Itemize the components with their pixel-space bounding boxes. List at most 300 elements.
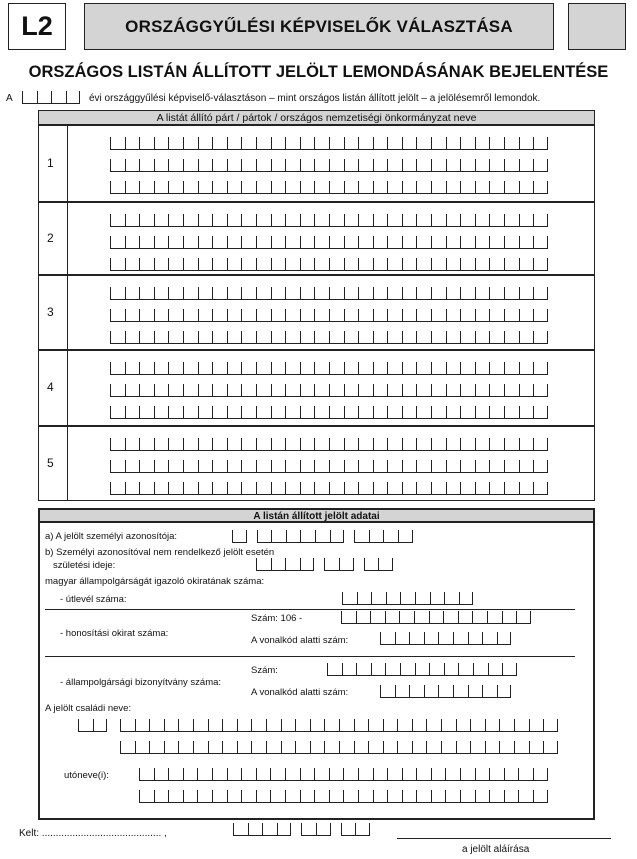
- character-cell[interactable]: [529, 741, 544, 754]
- character-cell[interactable]: [519, 309, 534, 322]
- character-cell[interactable]: [344, 137, 359, 150]
- character-cell[interactable]: [533, 482, 548, 495]
- cert-number-combs[interactable]: [327, 663, 517, 676]
- character-cell[interactable]: [120, 719, 135, 732]
- character-cell[interactable]: [416, 287, 431, 300]
- character-cells[interactable]: [301, 823, 330, 836]
- character-cell[interactable]: [198, 331, 213, 344]
- character-cell[interactable]: [227, 482, 242, 495]
- character-cell[interactable]: [198, 258, 213, 271]
- character-cell[interactable]: [300, 214, 315, 227]
- character-cell[interactable]: [227, 460, 242, 473]
- character-cells[interactable]: [110, 362, 548, 375]
- character-cell[interactable]: [409, 685, 424, 698]
- character-cell[interactable]: [314, 287, 329, 300]
- character-cell[interactable]: [364, 558, 379, 571]
- character-cell[interactable]: [168, 236, 183, 249]
- character-cell[interactable]: [270, 790, 285, 803]
- character-cell[interactable]: [301, 823, 316, 836]
- character-cell[interactable]: [431, 406, 446, 419]
- character-cell[interactable]: [125, 482, 140, 495]
- character-cell[interactable]: [504, 406, 519, 419]
- character-cell[interactable]: [281, 719, 296, 732]
- character-cell[interactable]: [125, 258, 140, 271]
- character-cell[interactable]: [475, 406, 490, 419]
- character-cell[interactable]: [277, 823, 292, 836]
- character-cell[interactable]: [300, 460, 315, 473]
- character-cell[interactable]: [387, 790, 402, 803]
- character-cell[interactable]: [341, 611, 356, 624]
- character-cell[interactable]: [183, 384, 198, 397]
- character-cell[interactable]: [533, 287, 548, 300]
- character-cell[interactable]: [373, 768, 388, 781]
- character-cell[interactable]: [358, 438, 373, 451]
- party-name-comb[interactable]: [110, 181, 548, 194]
- character-cell[interactable]: [387, 287, 402, 300]
- character-cell[interactable]: [37, 91, 52, 104]
- character-cell[interactable]: [227, 790, 242, 803]
- character-cell[interactable]: [344, 236, 359, 249]
- character-cell[interactable]: [373, 181, 388, 194]
- character-cell[interactable]: [458, 611, 473, 624]
- character-cell[interactable]: [431, 768, 446, 781]
- character-cell[interactable]: [504, 438, 519, 451]
- character-cell[interactable]: [314, 309, 329, 322]
- character-cell[interactable]: [475, 258, 490, 271]
- character-cell[interactable]: [460, 384, 475, 397]
- character-cell[interactable]: [241, 482, 256, 495]
- character-cell[interactable]: [314, 768, 329, 781]
- character-cell[interactable]: [402, 159, 417, 172]
- character-cell[interactable]: [149, 719, 164, 732]
- character-cell[interactable]: [543, 741, 558, 754]
- character-cell[interactable]: [373, 406, 388, 419]
- character-cell[interactable]: [110, 287, 125, 300]
- character-cell[interactable]: [489, 384, 504, 397]
- character-cell[interactable]: [271, 214, 286, 227]
- character-cell[interactable]: [125, 309, 140, 322]
- character-cell[interactable]: [358, 258, 373, 271]
- character-cell[interactable]: [183, 287, 198, 300]
- character-cell[interactable]: [183, 331, 198, 344]
- character-cell[interactable]: [383, 741, 398, 754]
- character-cell[interactable]: [533, 159, 548, 172]
- family-name-prefix-comb[interactable]: [78, 719, 107, 732]
- character-cell[interactable]: [354, 530, 369, 543]
- character-cell[interactable]: [489, 137, 504, 150]
- character-cell[interactable]: [378, 558, 393, 571]
- character-cell[interactable]: [110, 384, 125, 397]
- character-cell[interactable]: [488, 663, 503, 676]
- character-cell[interactable]: [460, 309, 475, 322]
- character-cell[interactable]: [489, 181, 504, 194]
- character-cells[interactable]: [110, 384, 548, 397]
- character-cell[interactable]: [387, 384, 402, 397]
- character-cell[interactable]: [286, 530, 301, 543]
- character-cell[interactable]: [110, 214, 125, 227]
- character-cells[interactable]: [110, 482, 548, 495]
- character-cell[interactable]: [285, 406, 300, 419]
- character-cell[interactable]: [198, 287, 213, 300]
- character-cell[interactable]: [358, 482, 373, 495]
- character-cell[interactable]: [227, 287, 242, 300]
- character-cell[interactable]: [78, 719, 93, 732]
- character-cell[interactable]: [164, 719, 179, 732]
- character-cell[interactable]: [300, 438, 315, 451]
- character-cell[interactable]: [237, 741, 252, 754]
- character-cell[interactable]: [329, 287, 344, 300]
- character-cell[interactable]: [368, 719, 383, 732]
- character-cell[interactable]: [300, 482, 315, 495]
- character-cell[interactable]: [212, 460, 227, 473]
- character-cell[interactable]: [154, 258, 169, 271]
- character-cell[interactable]: [271, 309, 286, 322]
- character-cell[interactable]: [475, 438, 490, 451]
- character-cell[interactable]: [373, 438, 388, 451]
- character-cell[interactable]: [504, 309, 519, 322]
- character-cell[interactable]: [402, 362, 417, 375]
- naturalization-number-combs[interactable]: [341, 611, 531, 624]
- character-cell[interactable]: [460, 214, 475, 227]
- character-cell[interactable]: [400, 592, 415, 605]
- character-cell[interactable]: [344, 214, 359, 227]
- character-cell[interactable]: [489, 236, 504, 249]
- character-cell[interactable]: [387, 438, 402, 451]
- character-cell[interactable]: [446, 331, 461, 344]
- character-cell[interactable]: [233, 823, 248, 836]
- character-cell[interactable]: [475, 236, 490, 249]
- character-cell[interactable]: [533, 790, 548, 803]
- character-cell[interactable]: [383, 719, 398, 732]
- passport-combs[interactable]: [342, 592, 473, 605]
- character-cell[interactable]: [168, 214, 183, 227]
- character-cell[interactable]: [183, 482, 198, 495]
- character-cell[interactable]: [125, 384, 140, 397]
- character-cell[interactable]: [241, 362, 256, 375]
- character-cell[interactable]: [154, 159, 169, 172]
- character-cell[interactable]: [154, 406, 169, 419]
- party-name-comb[interactable]: [110, 384, 548, 397]
- character-cell[interactable]: [168, 768, 183, 781]
- character-cell[interactable]: [399, 611, 414, 624]
- character-cell[interactable]: [489, 258, 504, 271]
- character-cell[interactable]: [125, 460, 140, 473]
- character-cell[interactable]: [344, 482, 359, 495]
- character-cell[interactable]: [139, 137, 154, 150]
- character-cell[interactable]: [489, 438, 504, 451]
- character-cell[interactable]: [519, 214, 534, 227]
- character-cell[interactable]: [110, 406, 125, 419]
- character-cell[interactable]: [314, 181, 329, 194]
- character-cell[interactable]: [460, 362, 475, 375]
- character-cell[interactable]: [316, 823, 331, 836]
- character-cell[interactable]: [168, 287, 183, 300]
- character-cell[interactable]: [339, 719, 354, 732]
- character-cell[interactable]: [519, 236, 534, 249]
- character-cell[interactable]: [438, 685, 453, 698]
- character-cells[interactable]: [110, 331, 548, 344]
- character-cell[interactable]: [271, 362, 286, 375]
- character-cell[interactable]: [444, 592, 459, 605]
- character-cell[interactable]: [460, 181, 475, 194]
- character-cell[interactable]: [314, 258, 329, 271]
- character-cell[interactable]: [241, 214, 256, 227]
- character-cell[interactable]: [446, 181, 461, 194]
- character-cell[interactable]: [504, 236, 519, 249]
- character-cell[interactable]: [354, 741, 369, 754]
- character-cell[interactable]: [504, 331, 519, 344]
- character-cell[interactable]: [438, 632, 453, 645]
- character-cell[interactable]: [473, 663, 488, 676]
- character-cells[interactable]: [341, 823, 370, 836]
- character-cell[interactable]: [300, 790, 315, 803]
- character-cell[interactable]: [154, 460, 169, 473]
- character-cell[interactable]: [426, 719, 441, 732]
- character-cell[interactable]: [183, 438, 198, 451]
- naturalization-barcode-combs[interactable]: [380, 632, 511, 645]
- character-cell[interactable]: [300, 137, 315, 150]
- character-cell[interactable]: [193, 719, 208, 732]
- character-cell[interactable]: [183, 768, 198, 781]
- character-cell[interactable]: [271, 530, 286, 543]
- character-cell[interactable]: [446, 258, 461, 271]
- character-cell[interactable]: [110, 438, 125, 451]
- character-cell[interactable]: [262, 823, 277, 836]
- character-cell[interactable]: [310, 741, 325, 754]
- character-cell[interactable]: [387, 482, 402, 495]
- character-cell[interactable]: [504, 287, 519, 300]
- character-cell[interactable]: [424, 685, 439, 698]
- character-cell[interactable]: [271, 482, 286, 495]
- character-cell[interactable]: [212, 287, 227, 300]
- party-name-comb[interactable]: [110, 406, 548, 419]
- character-cell[interactable]: [329, 159, 344, 172]
- character-cell[interactable]: [197, 768, 212, 781]
- character-cell[interactable]: [168, 406, 183, 419]
- character-cell[interactable]: [237, 719, 252, 732]
- character-cell[interactable]: [285, 558, 300, 571]
- character-cell[interactable]: [431, 482, 446, 495]
- character-cell[interactable]: [168, 482, 183, 495]
- party-name-comb[interactable]: [110, 460, 548, 473]
- character-cell[interactable]: [241, 406, 256, 419]
- character-cell[interactable]: [446, 236, 461, 249]
- character-cell[interactable]: [183, 258, 198, 271]
- character-cell[interactable]: [504, 790, 519, 803]
- character-cell[interactable]: [257, 530, 272, 543]
- character-cell[interactable]: [241, 287, 256, 300]
- character-cell[interactable]: [519, 482, 534, 495]
- character-cell[interactable]: [168, 137, 183, 150]
- character-cell[interactable]: [504, 181, 519, 194]
- character-cell[interactable]: [519, 362, 534, 375]
- character-cells[interactable]: [110, 214, 548, 227]
- character-cells[interactable]: [22, 91, 80, 104]
- character-cell[interactable]: [342, 663, 357, 676]
- character-cell[interactable]: [227, 768, 242, 781]
- character-cell[interactable]: [285, 384, 300, 397]
- family-name-comb-2[interactable]: [120, 741, 558, 754]
- character-cell[interactable]: [456, 719, 471, 732]
- character-cell[interactable]: [125, 236, 140, 249]
- character-cell[interactable]: [395, 685, 410, 698]
- character-cell[interactable]: [300, 530, 315, 543]
- character-cell[interactable]: [168, 331, 183, 344]
- character-cell[interactable]: [489, 362, 504, 375]
- character-cell[interactable]: [327, 663, 342, 676]
- character-cell[interactable]: [139, 258, 154, 271]
- character-cell[interactable]: [198, 309, 213, 322]
- given-names-comb-2[interactable]: [139, 790, 548, 803]
- character-cell[interactable]: [514, 741, 529, 754]
- character-cell[interactable]: [198, 406, 213, 419]
- character-cell[interactable]: [168, 181, 183, 194]
- character-cell[interactable]: [125, 137, 140, 150]
- character-cell[interactable]: [373, 384, 388, 397]
- character-cell[interactable]: [475, 181, 490, 194]
- character-cell[interactable]: [402, 331, 417, 344]
- character-cell[interactable]: [504, 258, 519, 271]
- character-cell[interactable]: [256, 768, 271, 781]
- character-cell[interactable]: [310, 719, 325, 732]
- character-cell[interactable]: [154, 362, 169, 375]
- character-cell[interactable]: [387, 362, 402, 375]
- character-cell[interactable]: [446, 159, 461, 172]
- character-cell[interactable]: [518, 790, 533, 803]
- signature-line[interactable]: [397, 838, 611, 839]
- character-cell[interactable]: [154, 287, 169, 300]
- character-cell[interactable]: [285, 331, 300, 344]
- character-cell[interactable]: [446, 384, 461, 397]
- character-cell[interactable]: [444, 663, 459, 676]
- character-cell[interactable]: [519, 331, 534, 344]
- party-name-comb[interactable]: [110, 331, 548, 344]
- character-cell[interactable]: [460, 406, 475, 419]
- character-cell[interactable]: [402, 460, 417, 473]
- character-cell[interactable]: [431, 790, 446, 803]
- character-cell[interactable]: [285, 438, 300, 451]
- character-cells[interactable]: [232, 530, 247, 543]
- character-cell[interactable]: [416, 159, 431, 172]
- character-cell[interactable]: [472, 611, 487, 624]
- character-cell[interactable]: [416, 790, 431, 803]
- character-cell[interactable]: [387, 768, 402, 781]
- character-cell[interactable]: [409, 632, 424, 645]
- character-cell[interactable]: [125, 438, 140, 451]
- character-cell[interactable]: [519, 181, 534, 194]
- character-cell[interactable]: [344, 258, 359, 271]
- character-cell[interactable]: [300, 406, 315, 419]
- character-cell[interactable]: [402, 137, 417, 150]
- character-cell[interactable]: [93, 719, 108, 732]
- character-cell[interactable]: [300, 159, 315, 172]
- character-cell[interactable]: [212, 482, 227, 495]
- character-cell[interactable]: [416, 460, 431, 473]
- character-cells[interactable]: [341, 611, 531, 624]
- character-cell[interactable]: [227, 181, 242, 194]
- character-cell[interactable]: [446, 438, 461, 451]
- character-cells[interactable]: [110, 236, 548, 249]
- character-cell[interactable]: [370, 611, 385, 624]
- character-cell[interactable]: [241, 137, 256, 150]
- character-cell[interactable]: [343, 768, 358, 781]
- character-cells[interactable]: [380, 685, 511, 698]
- character-cell[interactable]: [329, 258, 344, 271]
- character-cells[interactable]: [110, 406, 548, 419]
- character-cell[interactable]: [135, 719, 150, 732]
- character-cell[interactable]: [139, 406, 154, 419]
- character-cell[interactable]: [385, 611, 400, 624]
- family-name-comb-1[interactable]: [120, 719, 558, 732]
- character-cell[interactable]: [416, 438, 431, 451]
- character-cell[interactable]: [300, 181, 315, 194]
- character-cell[interactable]: [285, 768, 300, 781]
- character-cell[interactable]: [266, 741, 281, 754]
- character-cell[interactable]: [125, 406, 140, 419]
- character-cell[interactable]: [358, 460, 373, 473]
- character-cell[interactable]: [256, 258, 271, 271]
- character-cell[interactable]: [300, 258, 315, 271]
- character-cell[interactable]: [387, 406, 402, 419]
- character-cell[interactable]: [533, 214, 548, 227]
- character-cell[interactable]: [460, 768, 475, 781]
- party-name-comb[interactable]: [110, 137, 548, 150]
- character-cell[interactable]: [222, 719, 237, 732]
- character-cell[interactable]: [373, 460, 388, 473]
- character-cell[interactable]: [475, 137, 490, 150]
- character-cell[interactable]: [387, 309, 402, 322]
- character-cell[interactable]: [344, 159, 359, 172]
- character-cell[interactable]: [373, 287, 388, 300]
- character-cell[interactable]: [314, 362, 329, 375]
- character-cell[interactable]: [402, 768, 417, 781]
- character-cell[interactable]: [358, 236, 373, 249]
- character-cell[interactable]: [329, 236, 344, 249]
- character-cell[interactable]: [208, 719, 223, 732]
- character-cell[interactable]: [489, 790, 504, 803]
- character-cells[interactable]: [110, 181, 548, 194]
- character-cell[interactable]: [285, 214, 300, 227]
- character-cell[interactable]: [497, 632, 512, 645]
- character-cell[interactable]: [168, 384, 183, 397]
- character-cell[interactable]: [460, 438, 475, 451]
- character-cell[interactable]: [373, 482, 388, 495]
- character-cell[interactable]: [519, 137, 534, 150]
- character-cell[interactable]: [475, 768, 490, 781]
- character-cell[interactable]: [285, 790, 300, 803]
- character-cell[interactable]: [533, 406, 548, 419]
- character-cell[interactable]: [324, 741, 339, 754]
- character-cell[interactable]: [154, 236, 169, 249]
- character-cell[interactable]: [227, 438, 242, 451]
- character-cell[interactable]: [446, 214, 461, 227]
- party-name-comb[interactable]: [110, 214, 548, 227]
- character-cell[interactable]: [431, 384, 446, 397]
- character-cell[interactable]: [314, 438, 329, 451]
- character-cell[interactable]: [139, 331, 154, 344]
- character-cell[interactable]: [125, 287, 140, 300]
- character-cells[interactable]: [364, 558, 393, 571]
- character-cell[interactable]: [431, 236, 446, 249]
- character-cell[interactable]: [183, 406, 198, 419]
- character-cell[interactable]: [341, 823, 356, 836]
- character-cells[interactable]: [78, 719, 107, 732]
- character-cell[interactable]: [489, 214, 504, 227]
- character-cell[interactable]: [485, 719, 500, 732]
- character-cell[interactable]: [416, 258, 431, 271]
- character-cell[interactable]: [387, 258, 402, 271]
- character-cell[interactable]: [519, 460, 534, 473]
